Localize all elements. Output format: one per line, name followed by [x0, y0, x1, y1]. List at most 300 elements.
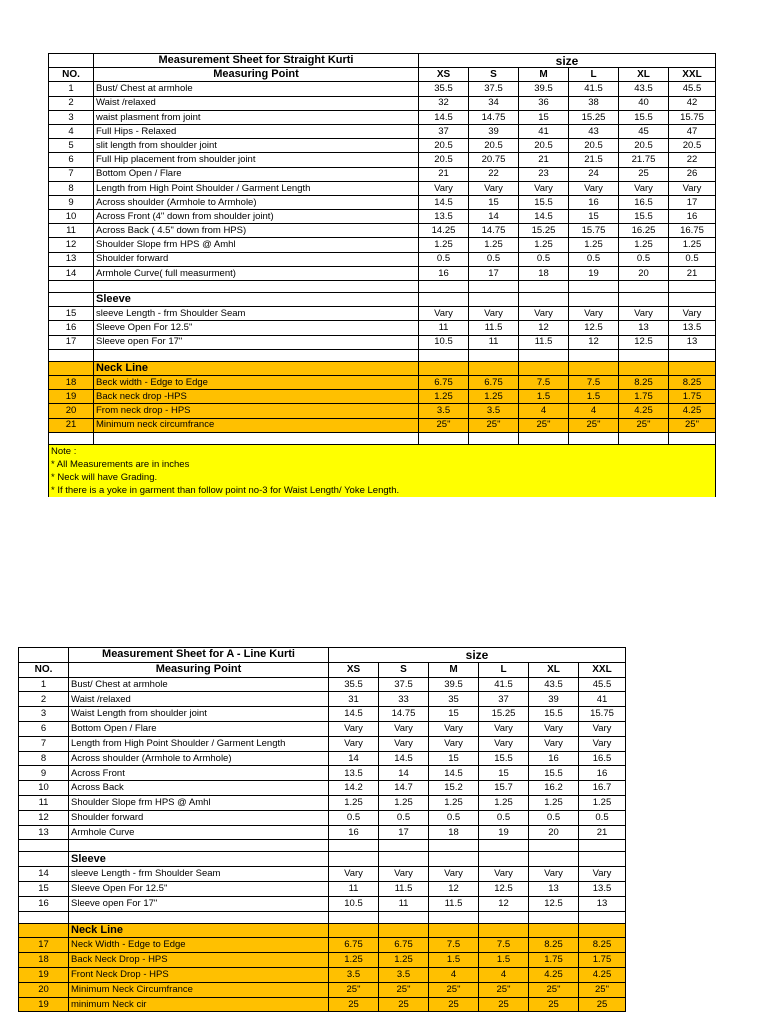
row-number: 16	[19, 896, 69, 911]
sleeve-section-row	[19, 852, 626, 867]
row-number: 10	[19, 781, 69, 796]
measurement-value: 37.5	[379, 677, 429, 692]
measurement-value: 41	[519, 124, 569, 138]
table-row	[19, 867, 626, 882]
measurement-value: 13.5	[579, 881, 626, 896]
measuring-point: Length from High Point Shoulder / Garment Length	[69, 736, 329, 751]
measurement-value: 15.25	[519, 224, 569, 238]
measurement-value: 15.75	[669, 110, 716, 124]
blank-row	[19, 840, 626, 852]
measuring-point: Sleeve Open For 12.5"	[69, 881, 329, 896]
measurement-value: Vary	[579, 867, 626, 882]
measurement-value: 14.2	[329, 781, 379, 796]
measurement-value: 21	[519, 153, 569, 167]
row-number: 18	[49, 375, 94, 389]
measurement-value: 43.5	[529, 677, 579, 692]
measurement-value: 16.2	[529, 781, 579, 796]
a-line-kurti-measurement-table	[18, 647, 626, 1012]
measurement-value: 19	[479, 825, 529, 840]
row-number: 1	[19, 677, 69, 692]
header-row	[49, 68, 716, 82]
measurement-value: 15.5	[479, 751, 529, 766]
measurement-value: 25	[429, 997, 479, 1012]
measurement-value: 43	[569, 124, 619, 138]
size-xl-header: XL	[529, 662, 579, 677]
measurement-value: 15	[469, 195, 519, 209]
measuring-point: Full Hip placement from shoulder joint	[94, 153, 419, 167]
table-row	[49, 307, 716, 321]
measurement-value: 11.5	[429, 896, 479, 911]
measurement-value: 1.25	[429, 795, 479, 810]
row-number: 19	[49, 390, 94, 404]
table-row	[49, 335, 716, 349]
measurement-value: 1.5	[569, 390, 619, 404]
row-number: 3	[19, 707, 69, 722]
measurement-value: Vary	[429, 867, 479, 882]
note-heading: Note :	[49, 444, 716, 458]
measurement-value: Vary	[529, 736, 579, 751]
size-header: size	[329, 648, 626, 663]
measuring-point-header: Measuring Point	[69, 662, 329, 677]
measurement-value: 0.5	[329, 810, 379, 825]
measurement-value: 1.25	[569, 238, 619, 252]
measurement-value: 14.5	[329, 707, 379, 722]
measurement-value: 39	[529, 692, 579, 707]
table-row	[19, 736, 626, 751]
row-number: 16	[49, 321, 94, 335]
measurement-value: 1.25	[519, 238, 569, 252]
measuring-point: Minimum neck circumfrance	[94, 418, 419, 432]
row-number: 7	[19, 736, 69, 751]
measurement-value: 8.25	[669, 375, 716, 389]
measuring-point: Across Front (4" down from shoulder joint)	[94, 210, 419, 224]
measurement-value: 13.5	[419, 210, 469, 224]
table-row	[49, 252, 716, 266]
measurement-value: 11.5	[469, 321, 519, 335]
row-number: 9	[49, 195, 94, 209]
measurement-value: 0.5	[479, 810, 529, 825]
table-row	[49, 153, 716, 167]
row-number: 2	[49, 96, 94, 110]
measurement-value: 0.5	[529, 810, 579, 825]
measurement-value: 1.25	[669, 238, 716, 252]
measurement-value: 4.25	[619, 404, 669, 418]
measurement-value: 14.75	[379, 707, 429, 722]
measurement-value: 1.25	[419, 238, 469, 252]
measuring-point: Across Back	[69, 781, 329, 796]
size-m-header: M	[429, 662, 479, 677]
measurement-value: 13	[579, 896, 626, 911]
measurement-value: 0.5	[429, 810, 479, 825]
measurement-value: 6.75	[329, 938, 379, 953]
measurement-value: Vary	[429, 736, 479, 751]
measurement-value: 15.5	[619, 210, 669, 224]
table-row	[19, 982, 626, 997]
measurement-value: 0.5	[619, 252, 669, 266]
measurement-value: 8.25	[529, 938, 579, 953]
measurement-value: Vary	[379, 721, 429, 736]
table-row	[49, 82, 716, 96]
measurement-value: 35.5	[419, 82, 469, 96]
blank-cell	[19, 648, 69, 663]
sleeve-section-row	[49, 293, 716, 307]
measurement-value: 0.5	[469, 252, 519, 266]
measurement-value: 1.25	[329, 795, 379, 810]
row-number: 8	[19, 751, 69, 766]
table-row	[49, 181, 716, 195]
measurement-value: 20.75	[469, 153, 519, 167]
measurement-value: 1.25	[529, 795, 579, 810]
measurement-value: 4.25	[669, 404, 716, 418]
note-row	[49, 471, 716, 484]
table-row	[19, 781, 626, 796]
row-number: 9	[19, 766, 69, 781]
blank-cell	[49, 54, 94, 68]
measurement-value: 1.25	[379, 795, 429, 810]
neck-section-label: Neck Line	[94, 361, 419, 375]
row-number: 15	[19, 881, 69, 896]
row-number: 3	[49, 110, 94, 124]
blank-row	[49, 281, 716, 293]
measurement-value: 12.5	[479, 881, 529, 896]
measurement-value: 11	[329, 881, 379, 896]
measurement-value: 31	[329, 692, 379, 707]
measurement-value: 21	[669, 266, 716, 280]
size-header: size	[419, 54, 716, 68]
row-number: 6	[19, 721, 69, 736]
measurement-value: 20.5	[419, 153, 469, 167]
row-number: 5	[49, 139, 94, 153]
sleeve-section-label: Sleeve	[94, 293, 419, 307]
size-xxl-header: XXL	[669, 68, 716, 82]
measurement-value: 0.5	[519, 252, 569, 266]
measurement-value: 25"	[529, 982, 579, 997]
measurement-value: 4.25	[579, 967, 626, 982]
measurement-value: 3.5	[379, 967, 429, 982]
measurement-value: 10.5	[329, 896, 379, 911]
row-number: 12	[49, 238, 94, 252]
table-row	[49, 418, 716, 432]
table-row	[19, 881, 626, 896]
table-row	[49, 210, 716, 224]
size-m-header: M	[519, 68, 569, 82]
measurement-value: Vary	[469, 181, 519, 195]
table-row	[49, 238, 716, 252]
measurement-value: 3.5	[469, 404, 519, 418]
measurement-value: 12.5	[529, 896, 579, 911]
measurement-value: 17	[469, 266, 519, 280]
measurement-value: Vary	[619, 181, 669, 195]
measurement-value: 25	[529, 997, 579, 1012]
table-row	[19, 967, 626, 982]
measurement-value: 25	[329, 997, 379, 1012]
measurement-value: 16	[669, 210, 716, 224]
measurement-value: 4	[569, 404, 619, 418]
measurement-value: 33	[379, 692, 429, 707]
table-row	[49, 110, 716, 124]
measurement-value: Vary	[569, 307, 619, 321]
sleeve-section-label: Sleeve	[69, 852, 329, 867]
measurement-value: 21.5	[569, 153, 619, 167]
note-row	[49, 458, 716, 471]
measurement-value: 14.5	[519, 210, 569, 224]
measurement-value: 36	[519, 96, 569, 110]
measurement-value: 21	[579, 825, 626, 840]
measurement-value: 7.5	[479, 938, 529, 953]
measurement-value: 25"	[519, 418, 569, 432]
measurement-value: 42	[669, 96, 716, 110]
measurement-value: 12	[519, 321, 569, 335]
size-xxl-header: XXL	[579, 662, 626, 677]
measurement-value: 16.75	[669, 224, 716, 238]
note-row	[49, 444, 716, 458]
measurement-value: 1.5	[479, 953, 529, 968]
measurement-value: 25"	[479, 982, 529, 997]
measuring-point: Sleeve open For 17"	[94, 335, 419, 349]
straight-kurti-measurement-table	[48, 53, 716, 497]
measurement-value: 1.25	[619, 238, 669, 252]
measurement-value: 1.75	[579, 953, 626, 968]
measurement-value: 37.5	[469, 82, 519, 96]
measurement-value: 14.25	[419, 224, 469, 238]
measurement-value: 13	[619, 321, 669, 335]
measuring-point: Waist /relaxed	[94, 96, 419, 110]
measurement-value: 15.5	[529, 766, 579, 781]
measurement-value: 32	[419, 96, 469, 110]
measuring-point: Back Neck Drop - HPS	[69, 953, 329, 968]
table-row	[49, 224, 716, 238]
measurement-value: 16	[569, 195, 619, 209]
measurement-value: 0.5	[419, 252, 469, 266]
measurement-value: 23	[519, 167, 569, 181]
neck-section-label: Neck Line	[69, 923, 329, 938]
size-l-header: L	[569, 68, 619, 82]
measurement-value: 14.5	[379, 751, 429, 766]
measuring-point: Armhole Curve	[69, 825, 329, 840]
size-xs-header: XS	[329, 662, 379, 677]
table-row	[49, 124, 716, 138]
measurement-value: 1.25	[329, 953, 379, 968]
measurement-value: 39	[469, 124, 519, 138]
measurement-value: 13.5	[669, 321, 716, 335]
measurement-value: 16.25	[619, 224, 669, 238]
measurement-value: 25	[479, 997, 529, 1012]
table-row	[19, 751, 626, 766]
measurement-value: 37	[479, 692, 529, 707]
measurement-value: 16	[579, 766, 626, 781]
row-number: 6	[49, 153, 94, 167]
measurement-value: 15.5	[619, 110, 669, 124]
measurement-value: 20.5	[469, 139, 519, 153]
measurement-value: Vary	[519, 307, 569, 321]
table-row	[49, 321, 716, 335]
measurement-value: 12	[479, 896, 529, 911]
measurement-value: 0.5	[669, 252, 716, 266]
measuring-point: Across shoulder (Armhole to Armhole)	[69, 751, 329, 766]
size-s-header: S	[379, 662, 429, 677]
measuring-point: Armhole Curve( full measurment)	[94, 266, 419, 280]
measurement-value: 41	[579, 692, 626, 707]
measurement-value: Vary	[329, 736, 379, 751]
note-line: * Neck will have Grading.	[49, 471, 716, 484]
row-number: 20	[49, 404, 94, 418]
measurement-value: 1.25	[419, 390, 469, 404]
measurement-value: 14.5	[419, 195, 469, 209]
row-number: 17	[19, 938, 69, 953]
measurement-value: 4	[519, 404, 569, 418]
title-row	[19, 648, 626, 663]
row-number: 8	[49, 181, 94, 195]
measurement-value: 6.75	[419, 375, 469, 389]
title-row	[49, 54, 716, 68]
measurement-value: 45.5	[669, 82, 716, 96]
measurement-value: 20.5	[669, 139, 716, 153]
measuring-point: sleeve Length - frm Shoulder Seam	[69, 867, 329, 882]
no-header: NO.	[19, 662, 69, 677]
measurement-value: 8.25	[619, 375, 669, 389]
measurement-value: 15.7	[479, 781, 529, 796]
measurement-value: 16	[529, 751, 579, 766]
measurement-value: 45	[619, 124, 669, 138]
measurement-value: Vary	[479, 736, 529, 751]
table-row	[19, 825, 626, 840]
measurement-value: 1.5	[519, 390, 569, 404]
measurement-value: 14.75	[469, 224, 519, 238]
measurement-value: 1.75	[669, 390, 716, 404]
measurement-value: 12	[429, 881, 479, 896]
measurement-value: 1.25	[479, 795, 529, 810]
table-row	[19, 721, 626, 736]
measurement-value: 40	[619, 96, 669, 110]
measurement-value: 26	[669, 167, 716, 181]
row-number: 2	[19, 692, 69, 707]
measurement-value: 20.5	[519, 139, 569, 153]
measuring-point: Minimum Neck Circumfrance	[69, 982, 329, 997]
row-number: 14	[49, 266, 94, 280]
measurement-value: 22	[669, 153, 716, 167]
measurement-value: 15.25	[479, 707, 529, 722]
measurement-value: 16.5	[579, 751, 626, 766]
measurement-value: 16.7	[579, 781, 626, 796]
measurement-value: 22	[469, 167, 519, 181]
measurement-value: 7.5	[569, 375, 619, 389]
measurement-value: 13.5	[329, 766, 379, 781]
row-number: 21	[49, 418, 94, 432]
measurement-value: 13	[529, 881, 579, 896]
measurement-value: 11	[419, 321, 469, 335]
measurement-value: 4.25	[529, 967, 579, 982]
measurement-value: Vary	[529, 867, 579, 882]
measurement-value: 39.5	[519, 82, 569, 96]
measurement-value: 15.5	[519, 195, 569, 209]
measurement-value: 25"	[379, 982, 429, 997]
measuring-point: Back neck drop -HPS	[94, 390, 419, 404]
measurement-value: 15	[429, 751, 479, 766]
table-row	[19, 953, 626, 968]
measuring-point: Bust/ Chest at armhole	[94, 82, 419, 96]
measurement-value: 12.5	[619, 335, 669, 349]
measurement-value: 25"	[569, 418, 619, 432]
size-xs-header: XS	[419, 68, 469, 82]
table-row	[19, 810, 626, 825]
measurement-value: 14.7	[379, 781, 429, 796]
measurement-value: 11.5	[519, 335, 569, 349]
measurement-value: 14.5	[419, 110, 469, 124]
measurement-value: 16	[329, 825, 379, 840]
measuring-point: From neck drop - HPS	[94, 404, 419, 418]
blank-row	[49, 349, 716, 361]
measurement-value: 25"	[469, 418, 519, 432]
measurement-value: Vary	[579, 736, 626, 751]
measurement-value: Vary	[479, 721, 529, 736]
table-row	[19, 938, 626, 953]
measurement-value: 41.5	[569, 82, 619, 96]
row-number: 17	[49, 335, 94, 349]
measurement-value: 43.5	[619, 82, 669, 96]
measurement-value: 17	[669, 195, 716, 209]
measurement-value: 1.75	[619, 390, 669, 404]
table-row	[19, 677, 626, 692]
measurement-value: 15.5	[529, 707, 579, 722]
measurement-value: 11.5	[379, 881, 429, 896]
measurement-value: 20.5	[419, 139, 469, 153]
measurement-value: 25"	[579, 982, 626, 997]
measurement-value: Vary	[329, 867, 379, 882]
measuring-point: slit length from shoulder joint	[94, 139, 419, 153]
measurement-value: Vary	[379, 736, 429, 751]
measurement-value: 41.5	[479, 677, 529, 692]
table-row	[49, 167, 716, 181]
neck-section-row	[49, 361, 716, 375]
measuring-point: Across Back ( 4.5" down from HPS)	[94, 224, 419, 238]
measurement-value: 35.5	[329, 677, 379, 692]
measurement-value: 12	[569, 335, 619, 349]
measurement-value: 25"	[669, 418, 716, 432]
measurement-value: 14.75	[469, 110, 519, 124]
measurement-value: 20.5	[619, 139, 669, 153]
measurement-value: 17	[379, 825, 429, 840]
measuring-point: minimum Neck cir	[69, 997, 329, 1012]
measuring-point: Shoulder Slope frm HPS @ Amhl	[94, 238, 419, 252]
measuring-point: Shoulder forward	[94, 252, 419, 266]
measurement-value: 15	[519, 110, 569, 124]
measurement-value: Vary	[669, 181, 716, 195]
note-row	[49, 484, 716, 497]
measurement-value: 0.5	[569, 252, 619, 266]
note-line: * If there is a yoke in garment than follow point no-3 for Waist Length/ Yoke Length.	[49, 484, 716, 497]
table-row	[19, 997, 626, 1012]
measurement-value: 35	[429, 692, 479, 707]
measurement-value: 24	[569, 167, 619, 181]
measurement-value: 18	[429, 825, 479, 840]
measurement-value: 8.25	[579, 938, 626, 953]
table-row	[19, 795, 626, 810]
measuring-point: Bottom Open / Flare	[69, 721, 329, 736]
measurement-value: 21	[419, 167, 469, 181]
measurement-value: 4	[479, 967, 529, 982]
measurement-value: 34	[469, 96, 519, 110]
measurement-value: 16.5	[619, 195, 669, 209]
measuring-point: Waist /relaxed	[69, 692, 329, 707]
measurement-value: 6.75	[469, 375, 519, 389]
measurement-value: 1.25	[469, 238, 519, 252]
measurement-value: Vary	[419, 307, 469, 321]
row-number: 4	[49, 124, 94, 138]
row-number: 18	[19, 953, 69, 968]
measurement-value: 15	[429, 707, 479, 722]
row-number: 7	[49, 167, 94, 181]
measurement-value: 25"	[619, 418, 669, 432]
